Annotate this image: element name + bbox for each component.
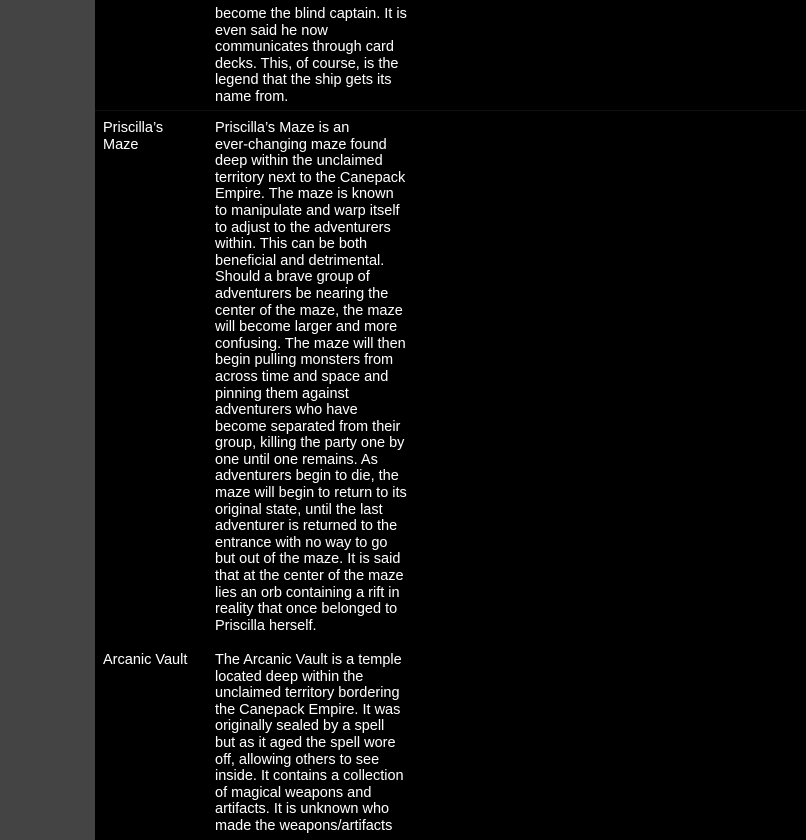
description-line: begin pulling monsters from — [215, 352, 394, 369]
description-line: lies an orb containing a rift in — [215, 584, 400, 601]
description-line: even said he now — [215, 22, 328, 39]
description-line: original state, until the last — [215, 501, 383, 518]
table-row — [95, 111, 806, 641]
description-line: to manipulate and warp itself — [215, 202, 400, 219]
description-line: that at the center of the maze — [215, 568, 404, 585]
description-line: decks. This, of course, is the — [215, 55, 399, 72]
description-line: artifacts. It is unknown who — [215, 801, 390, 818]
description-line: become separated from their — [215, 418, 401, 435]
description-line: confusing. The maze will then — [215, 335, 406, 352]
description-line: legend that the ship gets its — [215, 72, 392, 89]
description-line: off, allowing others to see — [215, 751, 380, 768]
description-line: unclaimed territory bordering — [215, 685, 400, 702]
description-line: beneficial and detrimental. — [215, 252, 385, 269]
description-line: reality that once belonged to — [215, 601, 398, 618]
description-line: located deep within the — [215, 668, 364, 685]
description-line: but out of the maze. It is said — [215, 551, 401, 568]
description-line: adventurers who have — [215, 402, 358, 419]
description-line: made the weapons/artifacts — [215, 817, 393, 834]
description-line: adventurers be nearing the — [215, 285, 389, 302]
description-line: of magical weapons and — [215, 784, 372, 801]
description-line: to adjust to the adventurers — [215, 219, 391, 236]
description-line: Priscilla’s Maze is an — [215, 120, 350, 136]
description-line: pinning them against — [215, 385, 349, 402]
description-line: within. This can be both — [215, 236, 368, 253]
description-line: will become larger and more — [215, 319, 398, 336]
description-line: The Arcanic Vault is a temple — [215, 652, 402, 668]
description-line: center of the maze, the maze — [215, 302, 403, 319]
description-line: group, killing the party one by — [215, 435, 405, 452]
description-line: inside. It contains a collection — [215, 768, 404, 785]
description-line: the Canepack Empire. It was — [215, 701, 401, 718]
description-line: Priscilla herself. — [215, 617, 317, 634]
lore-table — [95, 0, 806, 840]
description-line: Should a brave group of — [215, 269, 370, 286]
description-line: one until one remains. As — [215, 451, 378, 468]
description-line: but as it aged the spell wore — [215, 734, 396, 751]
description-line: communicates through card — [215, 39, 394, 56]
entry-description — [215, 120, 415, 634]
description-line: deep within the unclaimed — [215, 153, 383, 170]
table-row — [95, 641, 806, 840]
table-row — [95, 0, 806, 111]
description-line: territory next to the Canepack — [215, 169, 406, 186]
entry-description — [215, 6, 415, 106]
entry-name — [103, 120, 203, 153]
entry-name — [103, 652, 203, 669]
description-line: maze will begin to return to its — [215, 485, 407, 502]
entry-description — [215, 652, 415, 835]
description-line: become the blind captain. It is — [215, 6, 407, 22]
description-line: ever-changing maze found — [215, 136, 387, 153]
description-line: adventurers begin to die, the — [215, 468, 399, 485]
entry-name-line: Maze — [103, 136, 139, 153]
description-line: Empire. The maze is known — [215, 186, 394, 203]
description-line: name from. — [215, 88, 289, 105]
description-line: originally sealed by a spell — [215, 718, 385, 735]
description-line: adventurer is returned to the — [215, 518, 398, 535]
description-line: entrance with no way to go — [215, 534, 388, 551]
description-line: across time and space and — [215, 368, 389, 385]
left-gutter — [0, 0, 95, 840]
entry-name-line: Arcanic Vault — [103, 652, 188, 668]
entry-name-line: Priscilla’s — [103, 120, 164, 136]
